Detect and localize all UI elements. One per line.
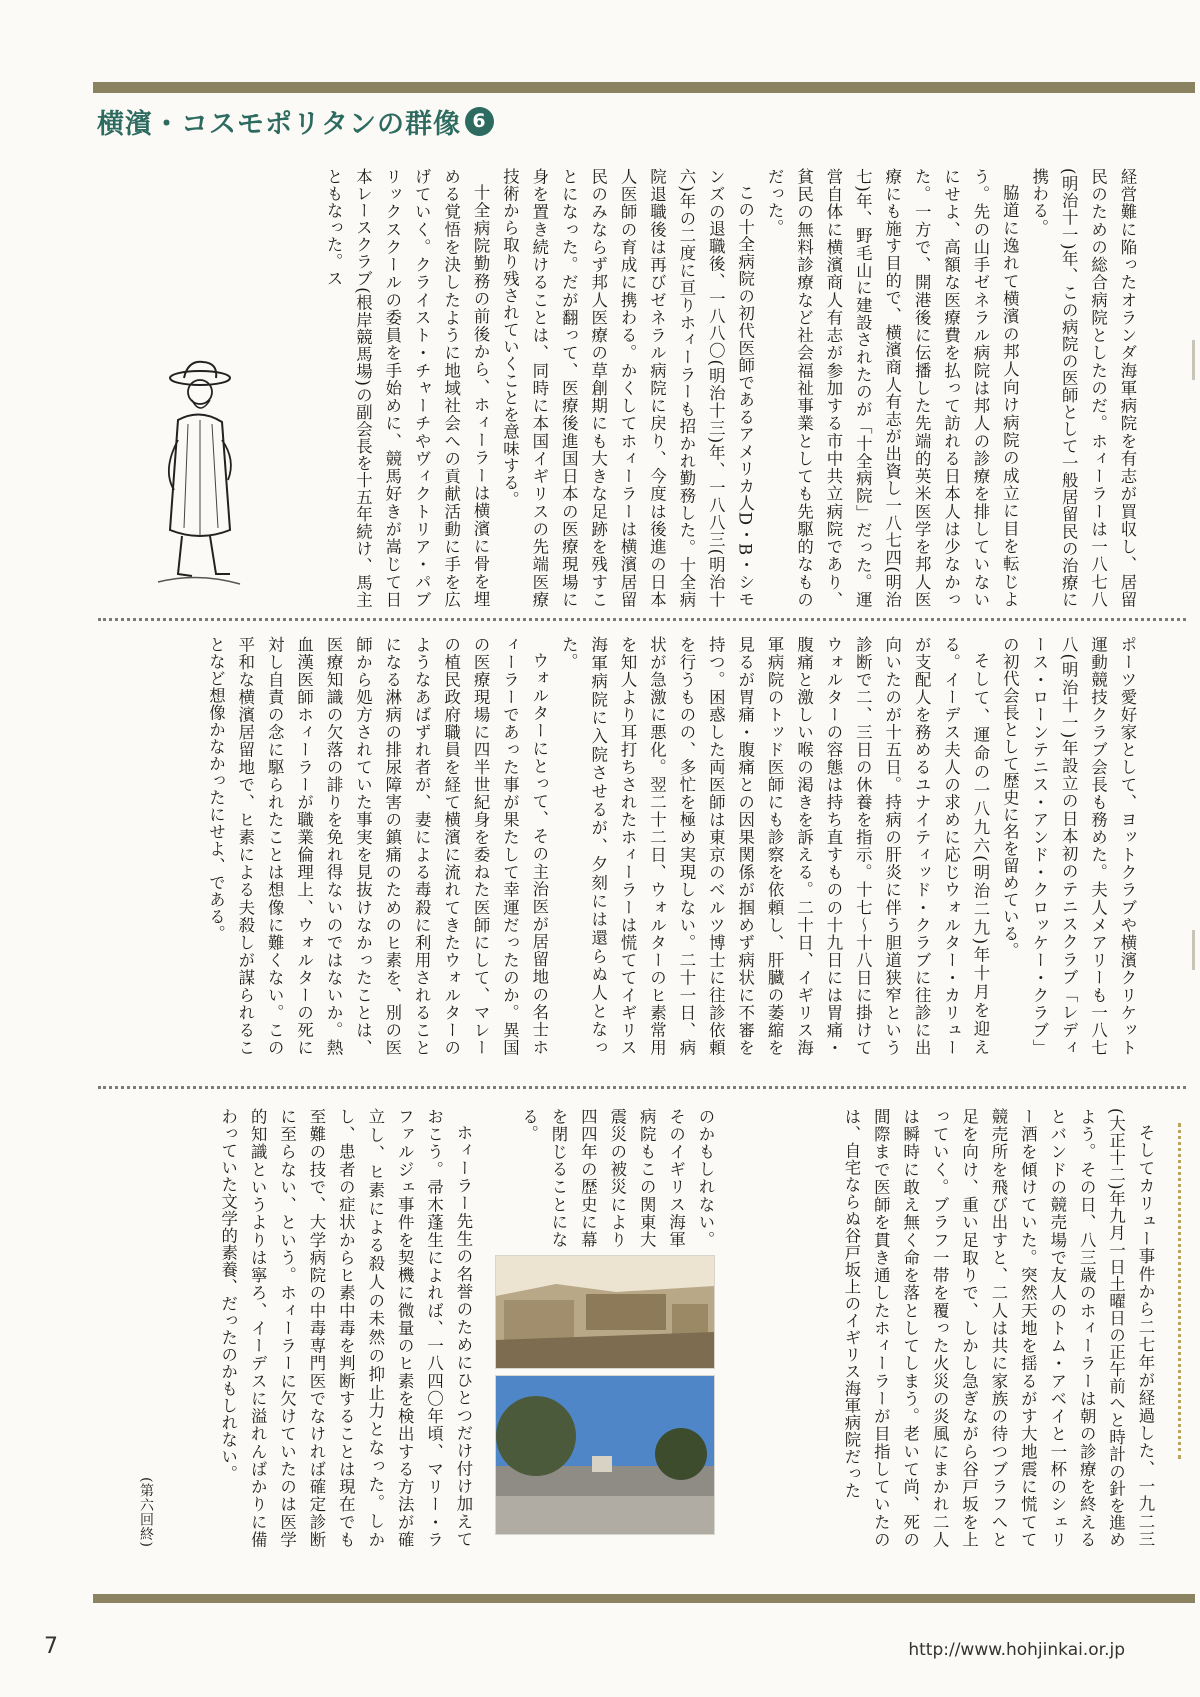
page-edge-mark [1192, 930, 1195, 970]
paragraph: 十全病院勤務の前後から、ホィーラーは横濱に骨を埋める覚悟を決したように地域社会への貢献活動に手を広げていく。クライスト・チャーチやヴィクトリア・パブリックスクールの委員を手始めに、競馬好きが嵩じて日本レースクラブ(根岸競馬場)の副会長を十五年続け、馬主ともなった。ス [324, 168, 491, 608]
section-3-text-short [480, 1108, 720, 1248]
paragraph: ウォルターにとって、その主治医が居留地の名士ホィーラーであった事が果たして幸運だったのか。異国の医療現場に四半世紀身を委ねた医師にして、マレーの植民政府職員を経て横濱に流れてきたウォルターのようなあばずれ者が、妻による毒殺に利用されることになる淋病の排尿障害の鎮痛のためのヒ素を、別の医師から処方されていた事実を見抜けなかったことは、医療知識の欠落の誹りを免れ得ないのではないか。熱血漢医師ホィーラーが職業倫理上、ウォルターの死に対し自責の念に駆られたことは想像に難くない。この平和な横濱居留地で、ヒ素による夫殺しが謀られることなど想像かなかったにせよ、である。 [206, 636, 549, 1056]
paragraph: ポーツ愛好家として、ヨットクラブや横濱クリケット運動競技クラブ会長も務めた。夫人メアリーも一八七八(明治十一)年設立の日本初のテニスクラブ「レディース・ローンテニス・アンド・クロッケー・クラブ」の初代会長として歴史に名を留めている。 [1000, 636, 1137, 1056]
issue-number-badge: 6 [465, 107, 494, 136]
page-title [97, 101, 494, 141]
section-3-text-lower [168, 1108, 478, 1548]
section-1-text [120, 168, 1142, 608]
historic-hospital-photo [495, 1255, 715, 1369]
paragraph: 脇道に逸れて横濱の邦人向け病院の成立に目を転じよう。先の山手ゼネラル病院は邦人の診療を排していないにせよ、高額な医療費を払って訪れる日本人は少なかった。一方で、開港後に伝播した先端的英米医学を邦人医療にも施す目的で、横濱商人有志が出資し一八七四(明治七)年、野毛山に建設されたのが「十全病院」だった。運営自体に横濱商人有志が参加する市中共立病院であり、貧民の無料診療など社会福祉事業としても先駆的なものだった。 [765, 168, 1020, 608]
section-2-text [120, 636, 1142, 1056]
series-title: 横濱・コスモポリタンの群像 [97, 108, 461, 140]
section-3-closing [120, 1108, 160, 1548]
closing-note: (第六回終) [138, 1477, 154, 1548]
paragraph: この十全病院の初代医師であるアメリカ人D・B・シモンズの退職後、一八八〇(明治十三)年、一八八三(明治十六)年の二度に亘りホィーラーも招かれ勤務した。十全病院退職後は再びゼネラル病院に戻り、今度は後進の日本人医師の育成に携わる。かくしてホィーラーは横濱居留民のみならず邦人医療の草創期にも大きな足跡を残すことになった。だが翻って、医療後進国日本の医療現場に身を置き続けることは、同時に本国イギリスの先端医療技術から取り残されていくことを意味する。 [500, 168, 755, 608]
footer-url[interactable]: http://www.hohjinkai.or.jp [908, 1640, 1125, 1660]
decorative-side-border [1178, 1123, 1181, 1459]
section-3-text-upper [720, 1108, 1160, 1548]
paragraph: そして、運命の一八九六(明治二九)年十月を迎える。イーデス夫人の求めに応じウォルター・カリューが支配人を務めるユナイティッド・クラブに往診に出向いたのが十五日。持病の肝炎に伴う胆道狭窄という診断で二、三日の休養を指示。十七〜十八日に掛けてウォルターの容態は持ち直すものの十九日には胃痛・腹痛と激しい喉の渇きを訴える。二十日、イギリス海軍病院のトッド医師にも診察を依頼し、肝臓の萎縮を見るが胃痛・腹痛との因果関係が掴めず病状に不審を持つ。困惑した両医師は東京のベルツ博士に往診依頼を行うものの、多忙を極め実現しない。二十一日、病状が急激に悪化。翌二十二日、ウォルターのヒ素常用を知人より耳打ちされたホィーラーは慌ててイギリス海軍病院に入院させるが、夕刻には還らぬ人となった。 [559, 636, 990, 1056]
top-rule [93, 82, 1195, 93]
paragraph: のかもしれない。そのイギリス海軍病院もこの関東大震災の被災により四四年の歴史に幕を閉じることになる。 [519, 1108, 715, 1248]
paragraph: そしてカリュー事件から二七年が経過した、一九二三(大正十二)年九月一日土曜日の正午前へと時計の針を進めよう。その日、八三歳のホィーラーは朝の診療を終えるとバンドの競売場で友人のトム・アベイと一杯のシェリー酒を傾けていた。突然天地を揺るがす大地震に慌てて競売所を飛び出すと、二人は共に家族の待つブラフへと足を向け、重い足取りで、しかし急ぎながら谷戸坂を上っていく。ブラフ一帯を覆った火災の炎風にまかれ二人は瞬時に敢え無く命を落としてしまう。老いて尚、死の間際まで医師を貫き通したホィーラーが目指していたのは、自宅ならぬ谷戸坂上のイギリス海軍病院だった [841, 1108, 1155, 1548]
bottom-rule [93, 1594, 1195, 1603]
page-number: 7 [44, 1634, 58, 1659]
section-divider [98, 618, 1186, 621]
section-divider [98, 1086, 1186, 1089]
paragraph: 経営難に陥ったオランダ海軍病院を有志が買収し、居留民のための総合病院としたのだ。ホィーラーは一八七八(明治十一)年、この病院の医師として一般居留民の治療に携わる。 [1029, 168, 1137, 608]
doctor-caricature-illustration [148, 360, 248, 590]
paragraph: ホィーラー先生の名誉のためにひとつだけ付け加えておこう。帚木蓬生によれば、一八四〇年頃、マリー・ラファルジェ事件を契機に微量のヒ素を検出する方法が確立し、ヒ素による殺人の未然の抑止力となった。しかし、患者の症状からヒ素中毒を判断することは現在でも至難の技で、大学病院の中毒専門医でなければ確定診断に至らない、という。ホィーラーに欠けていたのは医学的知識というよりは寧ろ、イーデスに溢れんばかりに備わっていた文学的素養、だったのかもしれない。 [218, 1108, 473, 1548]
page-edge-mark [1192, 340, 1195, 380]
present-day-site-photo [495, 1375, 715, 1535]
